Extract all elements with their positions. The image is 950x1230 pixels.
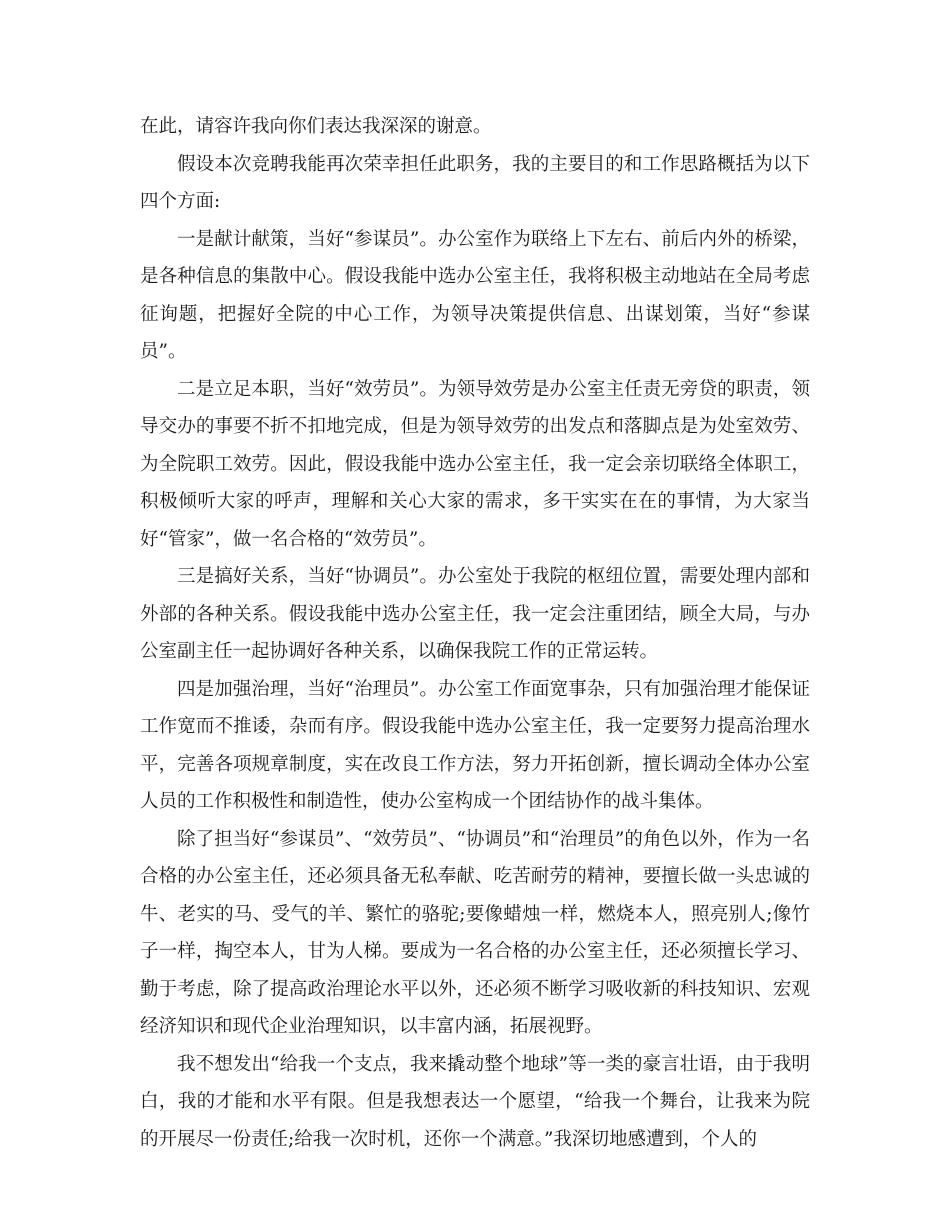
paragraph-service: 二是立足本职，当好“效劳员”。为领导效劳是办公室主任责无旁贷的职责，领导交办的事要不折不扣地完成，但是为领导效劳的出发点和落脚点是为处室效劳、为全院职工效劳。因此，假设我能中选办公室主任，我一定会亲切联络全体职工，积极倾听大家的呼声，理解和关心大家的需求，多干实实在在的事情，为大家当好“管家”，做一名合格的“效劳员”。 [140, 378, 810, 550]
paragraph-gratitude: 在此，请容许我向你们表达我深深的谢意。 [140, 116, 492, 137]
paragraph-aspiration: 我不想发出“给我一个支点，我来撬动整个地球”等一类的豪言壮语，由于我明白，我的才能和水平有限。但是我想表达一个愿望，“给我一个舞台，让我来为院的开展尽一份责任;给我一次时机，还你一个满意。”我深切地感遭到，个人的 [140, 1053, 810, 1150]
paragraph-coordinator: 三是搞好关系，当好“协调员”。办公室处于我院的枢纽位置，需要处理内部和外部的各种关系。假设我能中选办公室主任，我一定会注重团结，顾全大局，与办公室副主任一起协调好各种关系，以确保我院工作的正常运转。 [140, 566, 810, 662]
paragraph-management: 四是加强治理，当好“治理员”。办公室工作面宽事杂，只有加强治理才能保证工作宽而不推诿，杂而有序。假设我能中选办公室主任，我一定要努力提高治理水平，完善各项规章制度，实在改良工作方法，努力开拓创新，擅长调动全体办公室人员的工作积极性和制造性，使办公室构成一个团结协作的战斗集体。 [140, 678, 810, 812]
document-body [140, 108, 810, 1158]
paragraph-advisor: 一是献计献策，当好“参谋员”。办公室作为联络上下左右、前后内外的桥梁，是各种信息的集散中心。假设我能中选办公室主任，我将积极主动地站在全局考虑征询题，把握好全院的中心工作，为领导决策提供信息、出谋划策，当好“参谋员”。 [140, 228, 810, 362]
paragraph-intro: 假设本次竞聘我能再次荣幸担任此职务，我的主要目的和工作思路概括为以下四个方面: [140, 153, 810, 212]
paragraph-qualities: 除了担当好“参谋员”、“效劳员”、“协调员”和“治理员”的角色以外，作为一名合格的办公室主任，还必须具备无私奉献、吃苦耐劳的精神，要擅长做一头忠诚的牛、老实的马、受气的羊、繁忙的骆驼;要像蜡烛一样，燃烧本人，照亮别人;像竹子一样，掏空本人，甘为人梯。要成为一名合格的办公室主任，还必须擅长学习、勤于考虑，除了提高政治理论水平以外，还必须不断学习吸收新的科技知识、宏观经济知识和现代企业治理知识，以丰富内涵，拓展视野。 [140, 828, 810, 1037]
